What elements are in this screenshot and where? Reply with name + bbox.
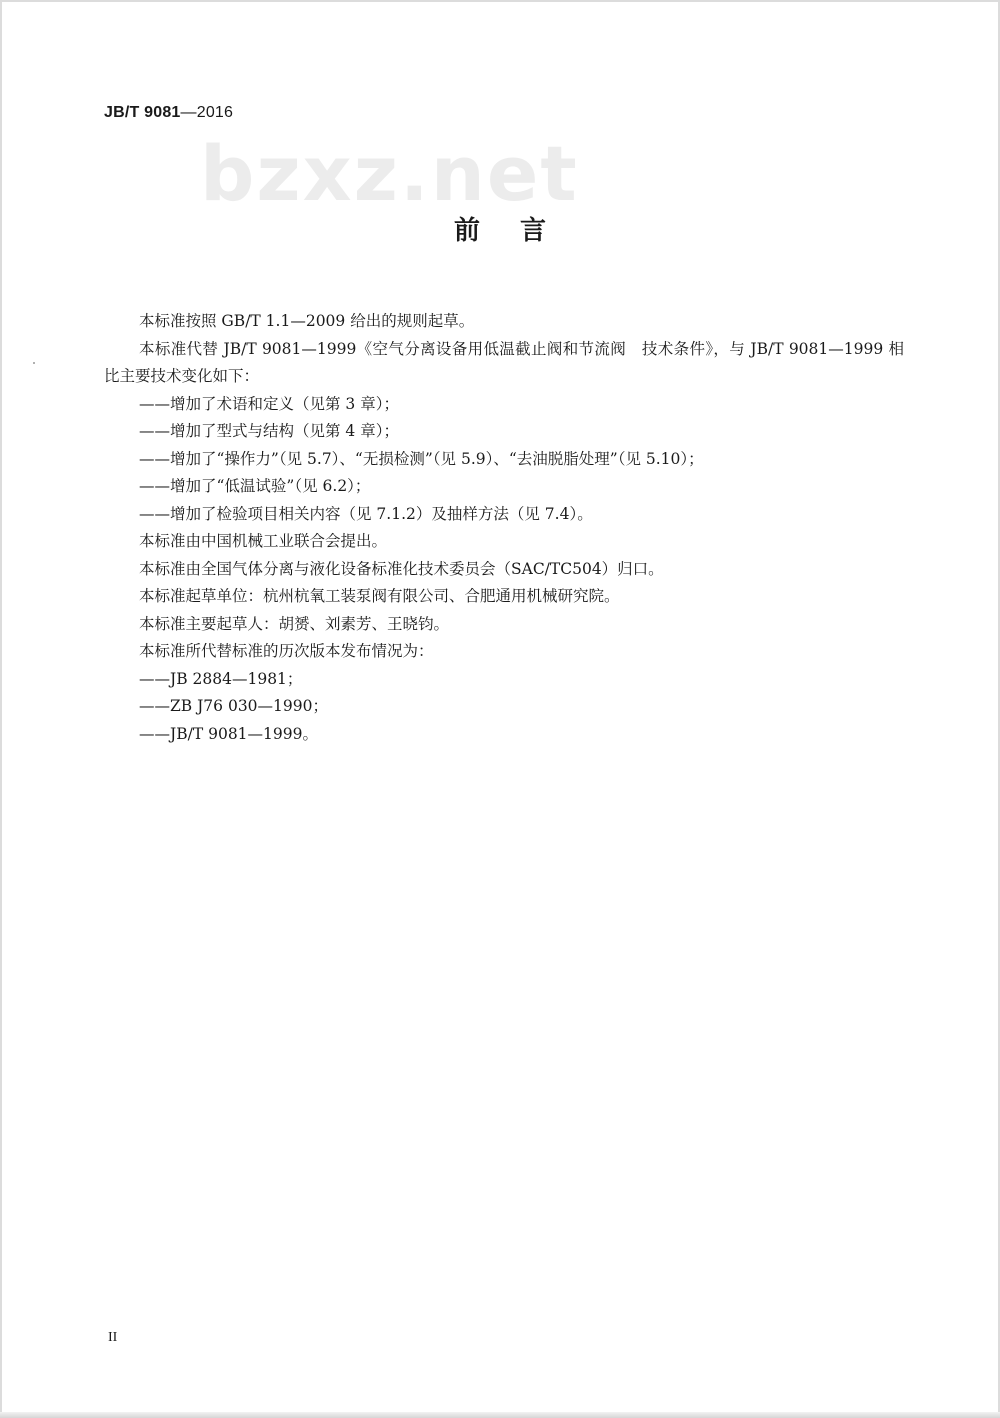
paragraph-replacement: 本标准代替 JB/T 9081—1999《空气分离设备用低温截止阀和节流阀 技术条件》，与 JB/T 9081—1999 相比主要技术变化如下： — [104, 339, 904, 385]
change-item: ——增加了型式与结构（见第 4 章）； — [139, 422, 399, 440]
paragraph-drafting-units: 本标准起草单位：杭州杭氧工装泵阀有限公司、合肥通用机械研究院。 — [139, 587, 620, 605]
document-code-number: JB/T 9081 — [104, 104, 181, 121]
paragraph-committee: 本标准由全国气体分离与液化设备标准化技术委员会（SAC/TC504）归口。 — [139, 559, 664, 578]
paragraph-history-intro: 本标准所代替标准的历次版本发布情况为： — [139, 642, 434, 660]
document-code-year: —2016 — [180, 104, 234, 121]
history-item: ——ZB J76 030—1990； — [139, 697, 328, 715]
watermark: bzxz.net — [200, 129, 579, 218]
change-item: ——增加了检验项目相关内容（见 7.1.2）及抽样方法（见 7.4）。 — [139, 504, 593, 523]
scan-speck — [33, 362, 35, 364]
page-bottom-edge — [0, 1412, 1000, 1418]
change-item: ——增加了术语和定义（见第 3 章）； — [139, 394, 399, 413]
change-item: ——增加了“低温试验”（见 6.2）； — [139, 477, 371, 495]
change-item: ——增加了“操作力”（见 5.7）、“无损检测”（见 5.9）、“去油脱脂处理”（见 5.10）； — [139, 449, 704, 468]
paragraph-drafters: 本标准主要起草人：胡赟、刘素芳、王晓钧。 — [139, 614, 450, 633]
page-title: 前言 — [453, 216, 586, 246]
history-item: ——JB 2884—1981； — [139, 669, 303, 688]
paragraph-drafting-rules: 本标准按照 GB/T 1.1—2009 给出的规则起草。 — [139, 312, 475, 330]
foreword-body — [104, 308, 904, 748]
history-item: ——JB/T 9081—1999。 — [139, 724, 318, 743]
paragraph-proposer: 本标准由中国机械工业联合会提出。 — [139, 532, 388, 550]
page-number: II — [108, 1330, 118, 1345]
document-code — [104, 104, 233, 122]
